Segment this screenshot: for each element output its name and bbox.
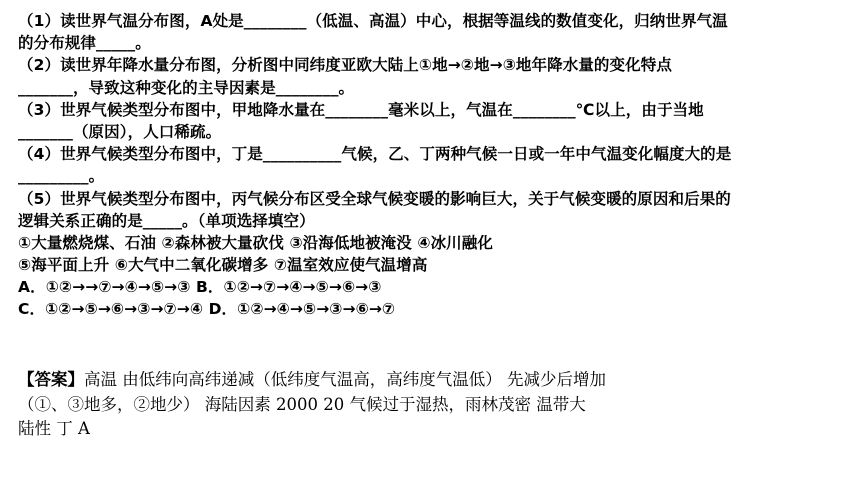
question-5-line-1: （5）世界气候类型分布图中，丙气候分布区受全球气候变暖的影响巨大，关于气候变暖的原因和后果的 [18,189,731,208]
options-c-d: C．①②→⑤→⑥→③→⑦→④ D．①②→④→⑤→③→⑥→⑦ [18,300,396,319]
question-2-line-1: （2）读世界年降水量分布图，分析图中同纬度亚欧大陆上①地→②地→③地年降水量的变化特点 [18,56,672,75]
answer-line-3: 陆性 丁 A [18,419,90,438]
question-block [18,10,848,321]
answer-block [18,368,844,442]
answer-line-2: （①、③地多，②地少） 海陆因素 2000 20 气候过于湿热，雨林茂密 温带大 [18,394,586,414]
options-a-b: A．①②→→⑦→④→⑤→③ B．①②→⑦→④→⑤→⑥→③ [18,278,382,297]
statement-list-2: ⑤海平面上升 ⑥大气中二氧化碳增多 ⑦温室效应使气温增高 [18,256,428,275]
question-1-line-2: 的分布规律_____。 [18,34,151,53]
question-5-line-2: 逻辑关系正确的是_____。（单项选择填空） [18,211,315,230]
question-4-line-2: _________。 [18,167,105,186]
question-4-line-1: （4）世界气候类型分布图中，丁是__________气候，乙、丁两种气候一日或一年中气温变化幅度大的是 [18,145,732,164]
question-2-line-2: _______，导致这种变化的主导因素是________。 [18,78,355,97]
question-3-line-2: _______（原因），人口稀疏。 [18,122,222,141]
question-1-line-1: （1）读世界气温分布图，A处是________（低温、高温）中心，根据等温线的数值变化，归纳世界气温 [18,12,728,30]
answer-line-1 [18,368,844,393]
answer-text-1: 高温 由低纬向高纬递减（低纬度气温高，高纬度气温低） 先减少后增加 [84,370,606,389]
question-3-line-1: （3）世界气候类型分布图中，甲地降水量在________毫米以上，气温在________℃以上，由于当地 [18,100,704,119]
statement-list-1: ①大量燃烧煤、石油 ②森林被大量砍伐 ③沿海低地被淹没 ④冰川融化 [18,233,493,252]
answer-label: 【答案】 [18,370,84,389]
